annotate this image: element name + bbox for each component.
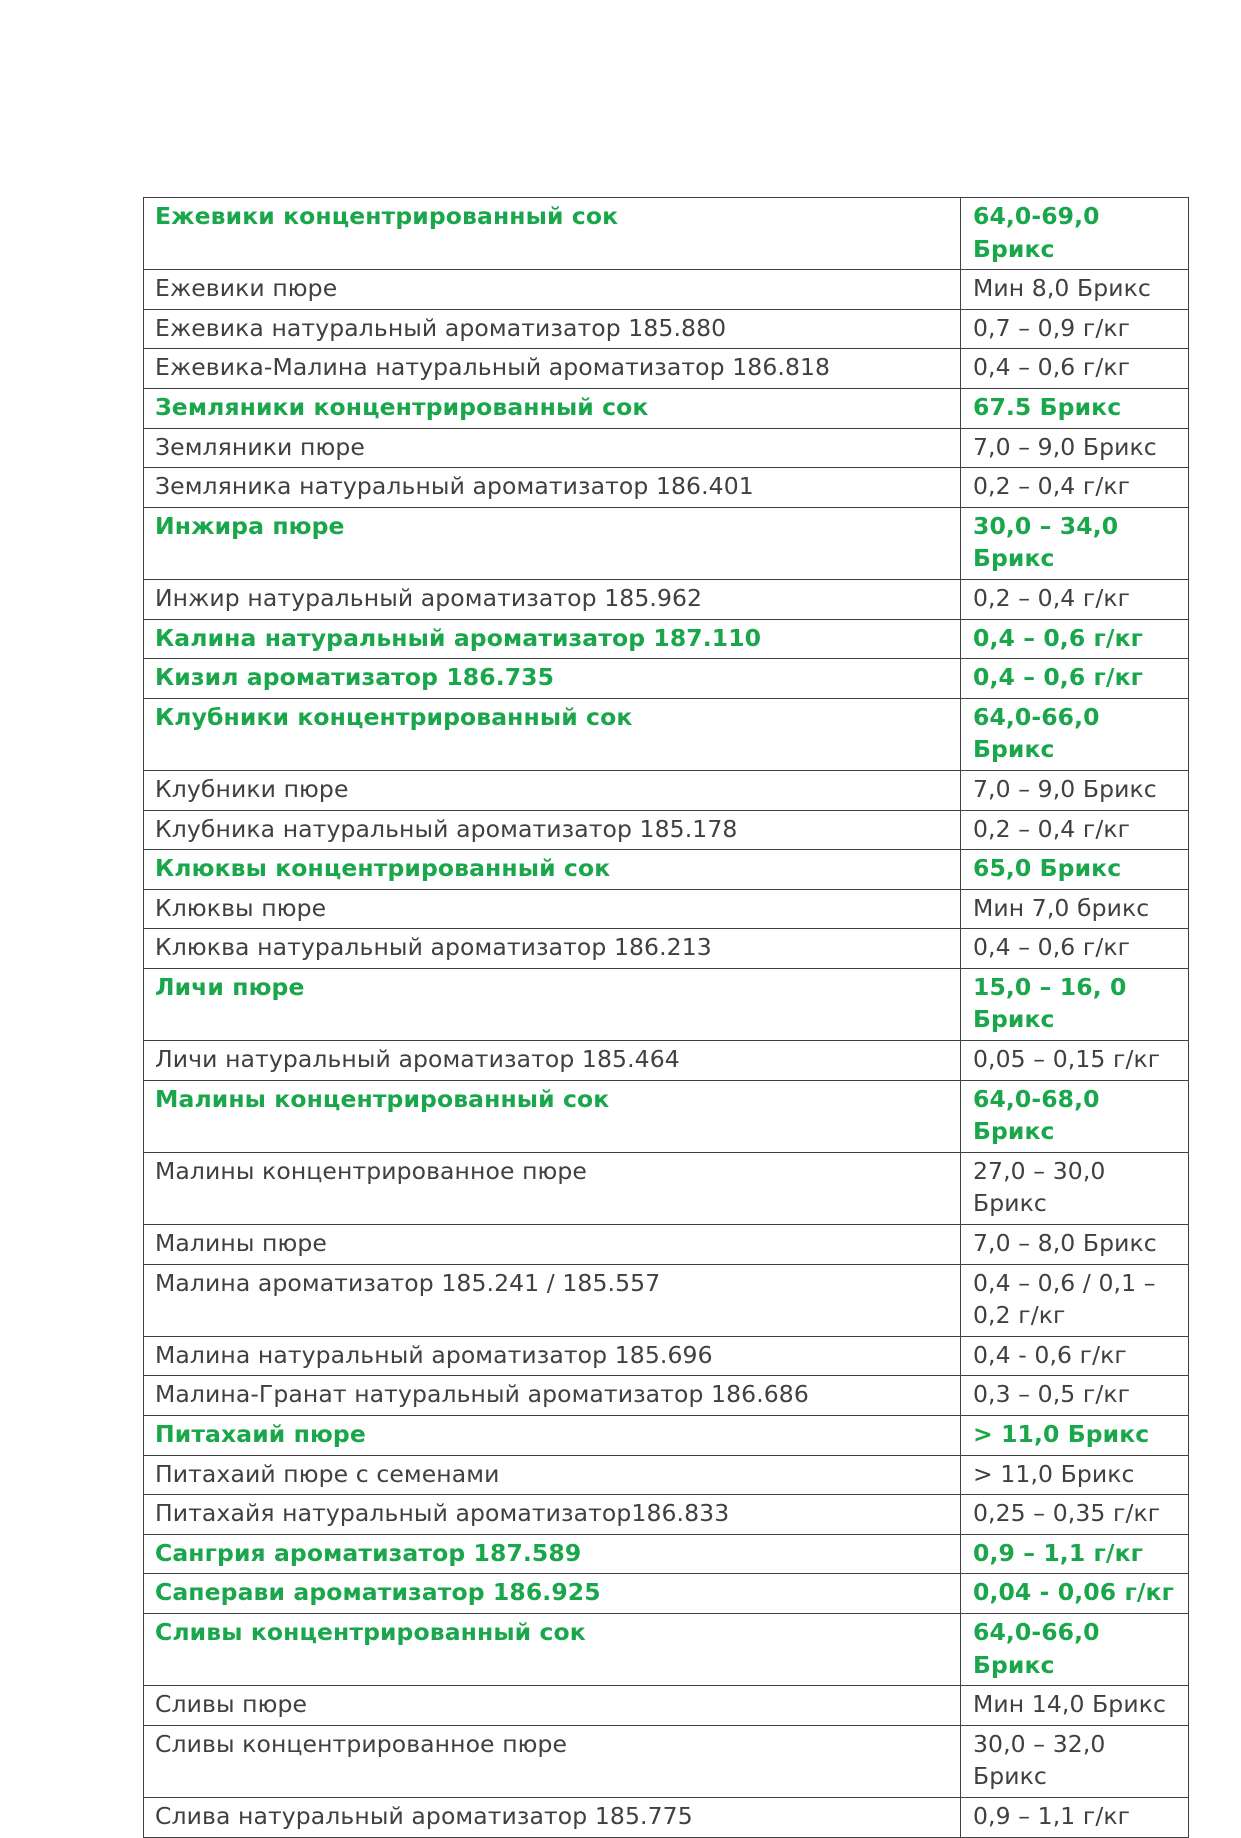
product-name-cell: Личи пюре <box>144 968 961 1040</box>
product-spec-table <box>143 197 1189 1838</box>
product-value-cell: 0,7 – 0,9 г/кг <box>961 309 1189 349</box>
table-row-highlight <box>144 659 1189 699</box>
product-name-cell: Земляника натуральный ароматизатор 186.401 <box>144 468 961 508</box>
table-row <box>144 1264 1189 1336</box>
product-value-cell: 0,4 – 0,6 г/кг <box>961 659 1189 699</box>
table-row <box>144 270 1189 310</box>
table-row <box>144 1797 1189 1837</box>
product-name-cell: Клюквы концентрированный сок <box>144 850 961 890</box>
product-name-cell: Малина ароматизатор 185.241 / 185.557 <box>144 1264 961 1336</box>
product-name-cell: Инжир натуральный ароматизатор 185.962 <box>144 579 961 619</box>
product-name-cell: Сливы концентрированное пюре <box>144 1725 961 1797</box>
product-value-cell: 15,0 – 16, 0 Брикс <box>961 968 1189 1040</box>
product-value-cell: 0,05 – 0,15 г/кг <box>961 1041 1189 1081</box>
product-name-cell: Сливы концентрированный сок <box>144 1613 961 1685</box>
product-name-cell: Клубники концентрированный сок <box>144 698 961 770</box>
table-row-highlight <box>144 1613 1189 1685</box>
product-name-cell: Слива натуральный ароматизатор 185.775 <box>144 1797 961 1837</box>
product-name-cell: Малины пюре <box>144 1225 961 1265</box>
product-name-cell: Малины концентрированное пюре <box>144 1152 961 1224</box>
product-value-cell: 7,0 – 8,0 Брикс <box>961 1225 1189 1265</box>
table-row <box>144 579 1189 619</box>
table-row <box>144 309 1189 349</box>
table-row <box>144 1725 1189 1797</box>
product-spec-table-body <box>144 198 1189 1838</box>
product-name-cell: Личи натуральный ароматизатор 185.464 <box>144 1041 961 1081</box>
table-row <box>144 770 1189 810</box>
product-name-cell: Ежевики пюре <box>144 270 961 310</box>
product-value-cell: 64,0-68,0 Брикс <box>961 1080 1189 1152</box>
table-row <box>144 468 1189 508</box>
product-value-cell: 0,4 – 0,6 г/кг <box>961 619 1189 659</box>
product-value-cell: 0,2 – 0,4 г/кг <box>961 468 1189 508</box>
product-name-cell: Питахаий пюре с семенами <box>144 1455 961 1495</box>
table-row-highlight <box>144 1416 1189 1456</box>
product-value-cell: 64,0-66,0 Брикс <box>961 1613 1189 1685</box>
product-name-cell: Клубника натуральный ароматизатор 185.178 <box>144 810 961 850</box>
product-value-cell: Мин 7,0 брикс <box>961 889 1189 929</box>
table-row-highlight <box>144 968 1189 1040</box>
table-row-highlight <box>144 619 1189 659</box>
product-name-cell: Ежевики концентрированный сок <box>144 198 961 270</box>
table-row <box>144 1225 1189 1265</box>
product-value-cell: 64,0-69,0 Брикс <box>961 198 1189 270</box>
product-value-cell: 64,0-66,0 Брикс <box>961 698 1189 770</box>
product-name-cell: Сливы пюре <box>144 1686 961 1726</box>
table-row <box>144 1455 1189 1495</box>
table-row-highlight <box>144 507 1189 579</box>
product-value-cell: 65,0 Брикс <box>961 850 1189 890</box>
table-row <box>144 929 1189 969</box>
product-name-cell: Инжира пюре <box>144 507 961 579</box>
product-value-cell: 0,4 – 0,6 / 0,1 – 0,2 г/кг <box>961 1264 1189 1336</box>
product-value-cell: 30,0 – 32,0 Брикс <box>961 1725 1189 1797</box>
table-row <box>144 889 1189 929</box>
product-value-cell: > 11,0 Брикс <box>961 1416 1189 1456</box>
product-value-cell: 0,9 – 1,1 г/кг <box>961 1797 1189 1837</box>
product-name-cell: Кизил ароматизатор 186.735 <box>144 659 961 699</box>
table-row-highlight <box>144 698 1189 770</box>
table-row-highlight <box>144 198 1189 270</box>
table-row-highlight <box>144 1080 1189 1152</box>
product-value-cell: 0,04 - 0,06 г/кг <box>961 1574 1189 1614</box>
product-name-cell: Малины концентрированный сок <box>144 1080 961 1152</box>
product-value-cell: Мин 14,0 Брикс <box>961 1686 1189 1726</box>
product-value-cell: 0,4 – 0,6 г/кг <box>961 929 1189 969</box>
product-value-cell: 0,25 – 0,35 г/кг <box>961 1495 1189 1535</box>
product-value-cell: > 11,0 Брикс <box>961 1455 1189 1495</box>
product-name-cell: Питахаий пюре <box>144 1416 961 1456</box>
product-value-cell: 27,0 – 30,0 Брикс <box>961 1152 1189 1224</box>
table-row <box>144 1376 1189 1416</box>
product-value-cell: 0,4 – 0,6 г/кг <box>961 349 1189 389</box>
product-name-cell: Земляники пюре <box>144 428 961 468</box>
product-name-cell: Клюквы пюре <box>144 889 961 929</box>
table-row-highlight <box>144 388 1189 428</box>
table-row <box>144 1495 1189 1535</box>
product-name-cell: Малина натуральный ароматизатор 185.696 <box>144 1336 961 1376</box>
product-value-cell: 0,2 – 0,4 г/кг <box>961 579 1189 619</box>
table-row <box>144 1041 1189 1081</box>
product-name-cell: Малина-Гранат натуральный ароматизатор 186.686 <box>144 1376 961 1416</box>
product-spec-sheet <box>143 197 1188 1838</box>
table-row <box>144 1686 1189 1726</box>
product-value-cell: 0,9 – 1,1 г/кг <box>961 1534 1189 1574</box>
product-name-cell: Клубники пюре <box>144 770 961 810</box>
table-row-highlight <box>144 1574 1189 1614</box>
product-name-cell: Калина натуральный ароматизатор 187.110 <box>144 619 961 659</box>
product-value-cell: 7,0 – 9,0 Брикс <box>961 428 1189 468</box>
table-row-highlight <box>144 850 1189 890</box>
product-name-cell: Клюква натуральный ароматизатор 186.213 <box>144 929 961 969</box>
product-name-cell: Саперави ароматизатор 186.925 <box>144 1574 961 1614</box>
table-row <box>144 349 1189 389</box>
table-row <box>144 428 1189 468</box>
product-value-cell: 7,0 – 9,0 Брикс <box>961 770 1189 810</box>
product-name-cell: Сангрия ароматизатор 187.589 <box>144 1534 961 1574</box>
product-value-cell: Мин 8,0 Брикс <box>961 270 1189 310</box>
product-name-cell: Ежевика натуральный ароматизатор 185.880 <box>144 309 961 349</box>
table-row <box>144 1336 1189 1376</box>
product-value-cell: 67.5 Брикс <box>961 388 1189 428</box>
product-name-cell: Земляники концентрированный сок <box>144 388 961 428</box>
product-name-cell: Ежевика-Малина натуральный ароматизатор 186.818 <box>144 349 961 389</box>
table-row-highlight <box>144 1534 1189 1574</box>
product-name-cell: Питахайя натуральный ароматизатор186.833 <box>144 1495 961 1535</box>
product-value-cell: 0,4 - 0,6 г/кг <box>961 1336 1189 1376</box>
product-value-cell: 0,2 – 0,4 г/кг <box>961 810 1189 850</box>
product-value-cell: 30,0 – 34,0 Брикс <box>961 507 1189 579</box>
product-value-cell: 0,3 – 0,5 г/кг <box>961 1376 1189 1416</box>
table-row <box>144 1152 1189 1224</box>
table-row <box>144 810 1189 850</box>
